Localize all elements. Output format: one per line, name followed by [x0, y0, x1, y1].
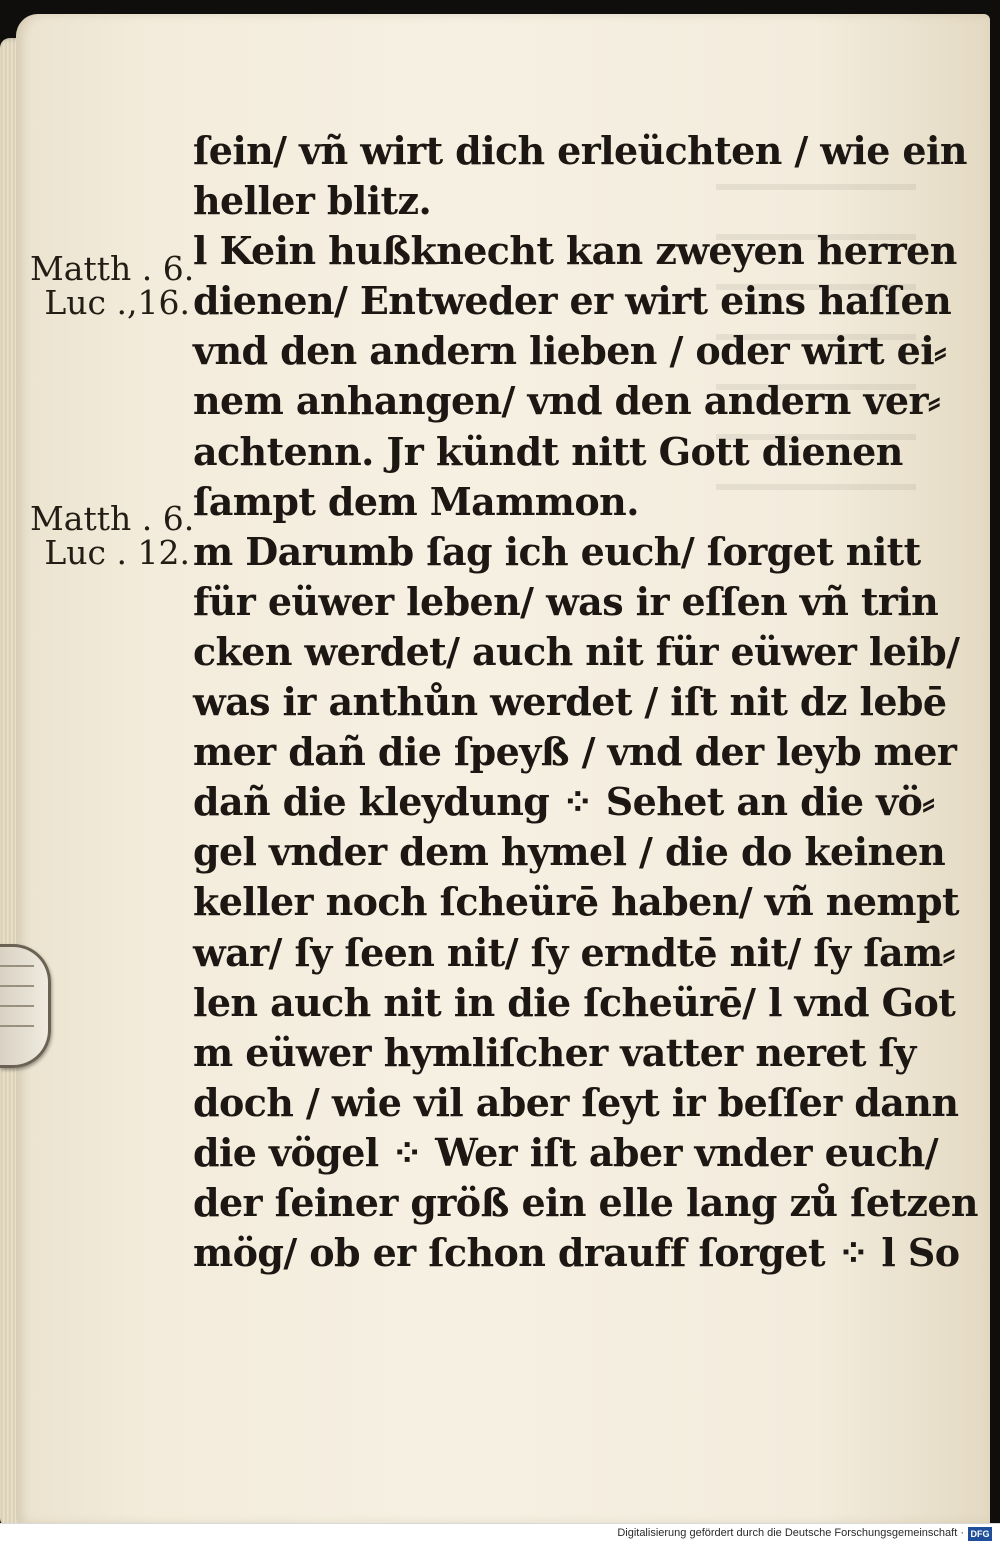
page-fold-clip: [0, 944, 51, 1068]
text-line: gel vnder dem hymel / die do keinen: [193, 829, 946, 875]
text-line: m eüwer hymliſcher vatter neret ſy: [193, 1029, 916, 1075]
footer-credit-text: Digitalisierung gefördert durch die Deutsche Forschungsgemeinschaft ·: [617, 1527, 964, 1539]
clip-stripe: [0, 985, 34, 987]
text-line: keller noch ſcheürē haben/ vñ nempt: [193, 879, 959, 925]
text-line: doch / wie vil aber ſeyt ir beſſer dann: [193, 1079, 959, 1125]
text-line: für eüwer leben/ was ir eſſen vñ trin: [193, 578, 939, 624]
text-line: cken werdet/ auch nit für eüwer leib/: [193, 628, 960, 674]
main-text-block: [193, 126, 978, 1278]
text-line: achtenn. Jr kündt nitt Gott dienen: [193, 428, 903, 474]
text-line: l Kein hußknecht kan zweyen herren: [193, 228, 957, 274]
text-line: ſein/ vñ wirt dich erleüchten / wie ein: [193, 128, 967, 173]
text-line: len auch nit in die ſcheürē/ l vnd Got: [193, 979, 956, 1025]
text-line: heller blitz.: [193, 178, 432, 224]
text-line: war/ ſy ſeen nit/ ſy erndtē nit/ ſy ſam⸗: [193, 929, 955, 975]
digitization-footer: [0, 1523, 1000, 1546]
clip-stripe: [0, 1005, 34, 1007]
text-line: vnd den andern lieben / oder wirt ei⸗: [193, 328, 947, 374]
margin-note-line: Luc .,16.: [44, 283, 190, 322]
clip-stripe: [0, 965, 34, 967]
text-line: dienen/ Entweder er wirt eins haſſen: [193, 278, 952, 324]
clip-stripe: [0, 1025, 34, 1027]
margin-note-reference-2: [30, 499, 195, 572]
text-line: was ir anthůn werdet / iſt nit dz lebē: [193, 679, 947, 725]
margin-note-reference-1: [30, 249, 195, 322]
text-line: mer dañ die ſpeyß / vnd der leyb mer: [193, 729, 957, 775]
text-line: dañ die kleydung ⁘ Sehet an die vö⸗: [193, 779, 935, 825]
text-line: mög/ ob er ſchon drauff ſorget ⁘ l So: [193, 1230, 960, 1276]
dfg-logo-icon: DFG: [968, 1527, 992, 1541]
text-line: der ſeiner größ ein elle lang zů ſetzen: [193, 1179, 978, 1225]
text-line: m Darumb ſag ich euch/ ſorget nitt: [193, 528, 921, 574]
text-line: nem anhangen/ vnd den andern ver⸗: [193, 378, 940, 424]
text-line: ſampt dem Mammon.: [193, 478, 639, 524]
margin-note-line: Matth . 6.: [30, 249, 195, 288]
margin-note-line: Matth . 6.: [30, 499, 195, 538]
margin-note-line: Luc . 12.: [44, 533, 190, 572]
text-line: die vögel ⁘ Wer iſt aber vnder euch/: [193, 1129, 939, 1175]
